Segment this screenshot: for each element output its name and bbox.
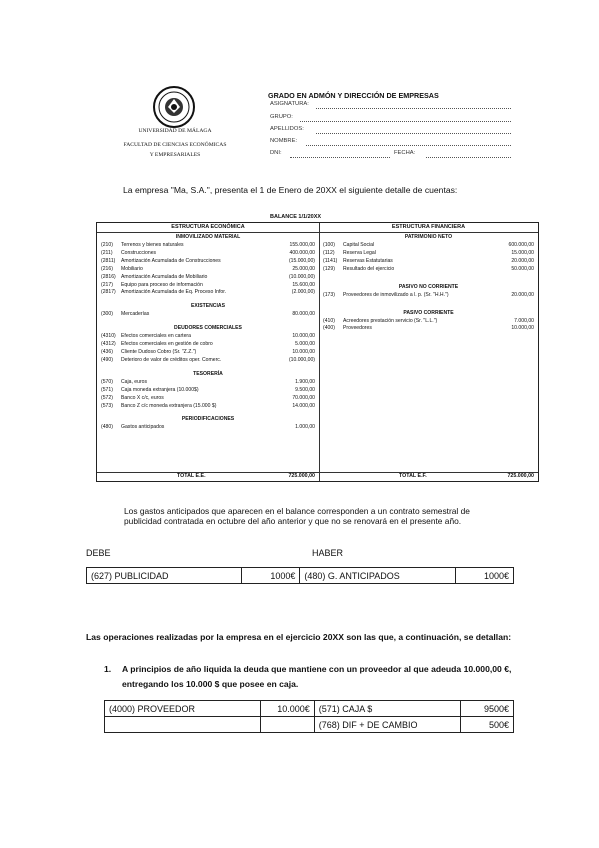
balance-row (101, 274, 315, 281)
account-value: 10.000,00 (292, 349, 315, 355)
prepaid-note: Los gastos anticipados que aparecen en el balance corresponden a un contrato semestral de publicidad contratada en octubre del año anterior y que no se renovará en el presente año. (124, 506, 470, 526)
account-value: 400.000,00 (289, 249, 315, 256)
field-fecha: FECHA: (394, 150, 416, 156)
account-name: Equipo para proceso de información (121, 281, 203, 288)
intro-text: La empresa "Ma, S.A.", presenta el 1 de Enero de 20XX el siguiente detalle de cuentas: (123, 185, 458, 195)
section-title: TESORERÍA (193, 370, 223, 377)
account-value: 10.000,00 (292, 333, 315, 340)
account-value: 80.000,00 (292, 311, 315, 318)
operations-intro: Las operaciones realizadas por la empresa en el ejercicio 20XX son las que, a continuación, se detallan: (86, 632, 512, 642)
account-code: (112) (323, 249, 335, 256)
account-value: 25.000,00 (292, 265, 315, 272)
balance-row (101, 349, 315, 356)
account-name: Banco Z c/c moneda extranjera (15.000 $) (121, 402, 217, 409)
account-value: 15.600,00 (292, 281, 315, 288)
account-code: (100) (323, 242, 335, 248)
account-name: Caja, euros (121, 378, 148, 385)
account-code: (210) (101, 242, 113, 248)
account-code: (4312) (101, 341, 116, 348)
credit-account: (480) G. ANTICIPADOS (300, 568, 456, 584)
account-name: Banco X c/c, euros (121, 394, 164, 401)
account-value: 7.000,00 (514, 317, 534, 324)
account-code: (2811) (101, 257, 116, 264)
account-name: Caja moneda extranjera (10.000$) (121, 386, 199, 393)
balance-sheet (96, 222, 539, 482)
total-right: TOTAL E.F. 725.000,00 (319, 472, 538, 481)
account-code: (211) (101, 249, 113, 256)
field-nombre: NOMBRE: (270, 138, 298, 144)
debit-account (105, 717, 261, 733)
balance-row (101, 311, 315, 318)
left-header: ESTRUCTURA ECONÓMICA (97, 223, 319, 233)
right-header: ESTRUCTURA FINANCIERA (319, 223, 538, 233)
account-name: Proveedores (343, 325, 372, 332)
balance-row (101, 266, 315, 273)
account-value: (15.000,00) (288, 257, 315, 264)
account-name: Efectos comerciales en gestión de cobro (121, 341, 213, 348)
balance-row (101, 395, 315, 402)
section-title: INMOVILIZADO MATERIAL (175, 234, 241, 240)
account-value: 70.000,00 (292, 394, 315, 401)
account-code: (570) (101, 378, 113, 385)
account-value: 10.000,00 (511, 325, 534, 332)
account-code: (400) (323, 325, 335, 332)
balance-row (101, 341, 315, 348)
credit-account: (571) CAJA $ (314, 701, 460, 717)
haber-label: HABER (312, 548, 344, 558)
balance-row (101, 289, 315, 296)
account-name: Mercaderías (121, 311, 150, 318)
debit-account: (627) PUBLICIDAD (87, 568, 242, 584)
balance-row (101, 357, 315, 364)
account-code: (1141) (323, 257, 338, 264)
university-name: UNIVERSIDAD DE MÁLAGA (138, 128, 212, 134)
account-name: Acreedores prestación servicio (Sr. "L.L.") (343, 317, 438, 324)
balance-row (323, 266, 534, 273)
account-value: (2.000,00) (291, 289, 315, 296)
account-value: 15.000,00 (511, 249, 534, 256)
balance-row (101, 387, 315, 394)
balance-row (323, 325, 534, 332)
account-value: 5.000,00 (295, 341, 315, 348)
account-name: Mobiliario (121, 265, 143, 272)
operation-number: 1. (104, 664, 112, 674)
degree-title: GRADO EN ADMÓN Y DIRECCIÓN DE EMPRESAS (268, 91, 439, 100)
balance-row (101, 333, 315, 340)
account-value: (10.000,00) (288, 273, 315, 280)
account-code: (173) (323, 291, 335, 298)
account-name: Proveedores de inmovilizado a l. p. (Sr. "H.H.") (343, 291, 449, 298)
account-code: (217) (101, 281, 113, 288)
account-value: 20.000,00 (511, 291, 534, 298)
account-code: (480) (101, 424, 113, 431)
credit-amount: 500€ (460, 717, 513, 733)
section-title: PASIVO NO CORRIENTE (398, 283, 459, 290)
total-left: TOTAL E.E. 725.000,00 (97, 472, 319, 481)
debit-amount: 1000€ (242, 568, 300, 584)
debe-label: DEBE (86, 548, 111, 558)
account-value: 1.900,00 (295, 378, 315, 385)
account-name: Deterioro de valor de créditos oper. Comerc. (121, 356, 222, 363)
balance-title: BALANCE 1/1/20XX (270, 214, 322, 220)
balance-row (101, 403, 315, 410)
account-code: (300) (101, 311, 113, 318)
balance-row (323, 250, 534, 257)
account-name: Resultado del ejercicio (343, 265, 395, 272)
balance-row (101, 242, 315, 249)
section-title: PERIODIFICACIONES (181, 416, 235, 423)
account-code: (129) (323, 265, 335, 272)
account-code: (436) (101, 349, 113, 355)
journal-row (105, 717, 514, 733)
credit-account: (768) DIF + DE CAMBIO (314, 717, 460, 733)
account-code: (216) (101, 265, 113, 272)
balance-row (101, 258, 315, 265)
debit-amount: 10.000€ (261, 701, 315, 717)
field-grupo: GRUPO: (270, 114, 293, 120)
faculty-name (80, 140, 270, 160)
section-title: PASIVO CORRIENTE (403, 309, 454, 316)
account-code: (490) (101, 356, 113, 363)
account-name: Reservas Estatutarias (343, 257, 393, 264)
balance-row (323, 258, 534, 265)
journal-entry-2 (104, 700, 514, 733)
balance-row (323, 318, 534, 325)
account-name: Capital Social (343, 242, 375, 248)
faculty-line-1: FACULTAD DE CIENCIAS ECONÓMICAS (123, 142, 227, 148)
account-name: Amortización Acumulada de Mobiliario (121, 273, 208, 280)
account-value: 9.500,00 (295, 386, 315, 393)
field-dni: DNI: (270, 150, 282, 156)
debit-amount (261, 717, 315, 733)
balance-row (101, 250, 315, 257)
operation-text: A principios de año liquida la deuda que mantiene con un proveedor al que adeuda 10.000,00 €, entregando los 10.000 $ que posee en caja. (122, 664, 512, 689)
account-name: Efectos comerciales en cartera (121, 333, 191, 340)
account-code: (2816) (101, 273, 116, 280)
account-value: 20.000,00 (511, 257, 534, 264)
balance-row (323, 292, 534, 299)
account-name: Terrenos y bienes naturales (121, 242, 184, 248)
account-name: Reserva Legal (343, 249, 376, 256)
account-code: (572) (101, 394, 113, 401)
account-code: (4310) (101, 333, 116, 340)
journal-entry-1 (86, 567, 514, 584)
section-title: EXISTENCIAS (191, 303, 225, 310)
account-name: Amortización Acumulada de Construcciones (121, 257, 221, 264)
university-logo (148, 85, 200, 131)
account-value: (10.000,00) (288, 356, 315, 363)
field-apellidos: APELLIDOS: (270, 126, 304, 132)
balance-row (101, 424, 315, 431)
journal-row (105, 701, 514, 717)
section-title: PATRIMONIO NETO (404, 234, 453, 240)
balance-row (101, 379, 315, 386)
faculty-line-2: Y EMPRESARIALES (149, 152, 201, 158)
account-name: Construcciones (121, 249, 157, 256)
account-value: 14.000,00 (292, 402, 315, 409)
account-code: (2817) (101, 289, 116, 296)
balance-row (101, 282, 315, 289)
account-value: 600.000,00 (508, 242, 534, 248)
account-name: Amortización Acumulada de Eq. Proceso Infor. (121, 289, 227, 296)
section-title: DEUDORES COMERCIALES (174, 325, 242, 332)
account-value: 1.000,00 (295, 424, 315, 431)
account-value: 155.000,00 (289, 242, 315, 248)
credit-amount: 1000€ (455, 568, 513, 584)
account-code: (571) (101, 386, 113, 393)
account-value: 50.000,00 (511, 265, 534, 272)
account-code: (410) (323, 317, 335, 324)
balance-row (323, 242, 534, 249)
account-name: Gastos anticipados (121, 424, 165, 431)
account-code: (573) (101, 402, 113, 409)
journal-row (87, 568, 514, 584)
field-asignatura: ASIGNATURA: (270, 101, 309, 107)
debit-account: (4000) PROVEEDOR (105, 701, 261, 717)
credit-amount: 9500€ (460, 701, 513, 717)
account-name: Cliente Dudoso Cobro (Sr. "Z.Z.") (121, 349, 197, 355)
